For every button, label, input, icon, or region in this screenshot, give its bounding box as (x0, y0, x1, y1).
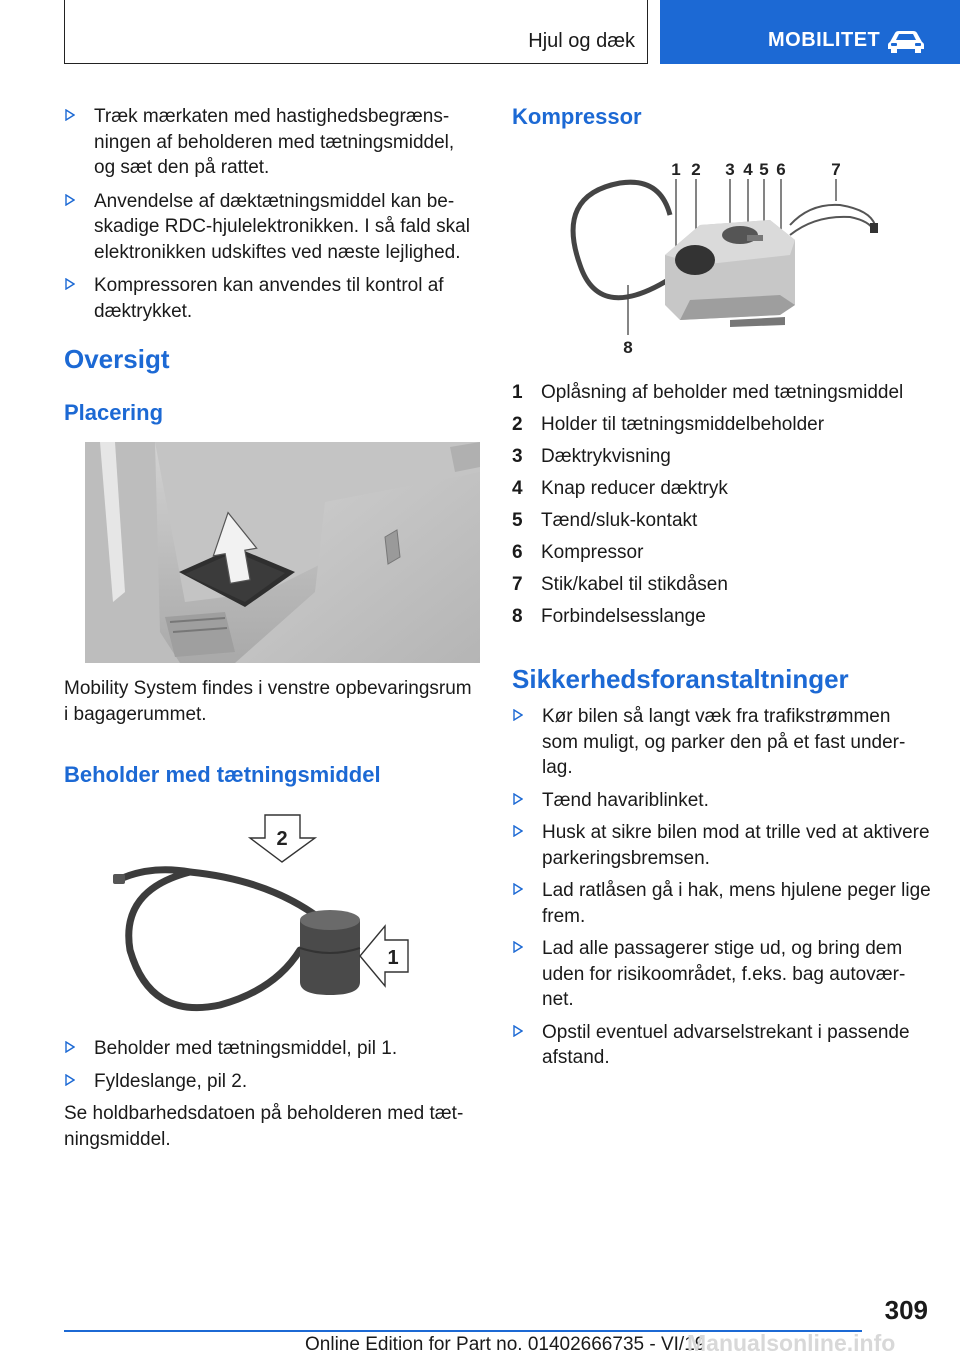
closing-text (64, 1101, 480, 1152)
legend-text: Dæktrykvisning (541, 446, 671, 467)
bullet-line: ningen af beholderen med tætningsmiddel, (94, 131, 455, 153)
list-item (64, 189, 480, 266)
text-line: Se holdbarhedsdatoen på beholderen med tæt- (64, 1103, 464, 1124)
figure-number: 8 (623, 338, 633, 357)
triangle-bullet-icon (65, 194, 75, 206)
legend-item (512, 508, 932, 540)
figure-number: 4 (743, 160, 753, 179)
chapter-tab-label: MOBILITET (768, 29, 881, 51)
header-section-box (64, 0, 648, 64)
legend-text: Knap reducer dæktryk (541, 478, 728, 499)
list-item (512, 704, 932, 781)
header-section-title: Hjul og dæk (528, 30, 635, 52)
bullet-line: Opstil eventuel advarselstrekant i passende (542, 1021, 910, 1043)
bullet-line: Lad alle passagerer stige ud, og bring dem (542, 938, 903, 959)
text-line: i bagagerummet. (64, 703, 207, 725)
triangle-bullet-icon (65, 109, 75, 121)
text-line: Mobility System findes i venstre opbevaringsrum (64, 678, 472, 699)
list-item (64, 1069, 480, 1095)
legend-item (512, 572, 932, 604)
heading-beholder: Beholder med tætningsmiddel (64, 762, 381, 787)
list-item (512, 878, 932, 929)
triangle-bullet-icon (65, 1041, 75, 1053)
legend-text: Kompressor (541, 542, 644, 563)
bullet-line: Anvendelse af dæktætningsmiddel kan be- (94, 190, 455, 212)
triangle-bullet-icon (513, 941, 523, 953)
figure-number: 1 (671, 160, 681, 179)
figure-number: 5 (759, 160, 769, 179)
bullet-line: skadige RDC-hjulelektronikken. I så fald skal (94, 216, 470, 237)
list-item (64, 104, 480, 181)
legend-text: Holder til tætningsmiddelbeholder (541, 414, 825, 435)
figure-label-2: 2 (276, 828, 288, 850)
heading-placering: Placering (64, 400, 164, 425)
legend-number: 5 (512, 510, 523, 531)
bullet-line: parkeringsbremsen. (542, 847, 710, 869)
heading-sikkerhed: Sikkerhedsforanstaltninger (512, 664, 849, 694)
legend-number: 6 (512, 542, 523, 563)
heading-oversigt: Oversigt (64, 344, 170, 374)
legend-number: 7 (512, 574, 523, 595)
list-item (64, 273, 480, 324)
chapter-tab[interactable] (660, 0, 960, 64)
legend-text: Oplåsning af beholder med tætningsmiddel (541, 382, 904, 403)
bullet-line: Kompressoren kan anvendes til kontrol af (94, 275, 444, 296)
figure-number: 7 (831, 160, 841, 179)
legend-number: 3 (512, 446, 523, 467)
triangle-bullet-icon (513, 1025, 523, 1037)
bullet-line: Fyldeslange, pil 2. (94, 1070, 248, 1092)
legend-text: Stik/kabel til stikdåsen (541, 574, 728, 595)
bullet-line: dæktrykket. (94, 300, 193, 322)
legend-list (512, 380, 932, 636)
triangle-bullet-icon (65, 1074, 75, 1086)
list-item (512, 936, 932, 1013)
legend-item (512, 412, 932, 444)
bullet-line: uden for risikoområdet, f.eks. bag autovær- (542, 963, 906, 985)
right-safety-bullets (512, 704, 932, 1071)
legend-item (512, 380, 932, 412)
list-item (512, 788, 932, 814)
bullet-line: som muligt, og parker den på et fast under- (542, 731, 906, 753)
heading-kompressor: Kompressor (512, 104, 642, 129)
figure-number: 2 (691, 160, 701, 179)
bullet-line: Kør bilen så langt væk fra trafikstrømmen (542, 706, 891, 727)
watermark: Manualsonline.info (687, 1330, 896, 1356)
triangle-bullet-icon (513, 825, 523, 837)
bullet-line: afstand. (542, 1047, 610, 1068)
bullet-line: Træk mærkaten med hastighedsbegræns- (94, 106, 450, 127)
footer-edition: Online Edition for Part no. 01402666735 - VI/19 (305, 1334, 706, 1355)
bullet-line: Lad ratlåsen gå i hak, mens hjulene peger lige (542, 880, 931, 901)
compressor-figure (540, 155, 880, 360)
trunk-location-photo (85, 442, 480, 663)
legend-item (512, 540, 932, 572)
sealant-container-figure (110, 810, 420, 1020)
legend-item (512, 476, 932, 508)
bullet-line: elektronikken udskiftes ved næste lejlighed. (94, 241, 461, 263)
text-line: ningsmiddel. (64, 1128, 171, 1150)
placering-text (64, 676, 480, 727)
legend-text: Forbindelsesslange (541, 606, 706, 627)
figure-number: 3 (725, 160, 735, 179)
triangle-bullet-icon (513, 793, 523, 805)
triangle-bullet-icon (65, 278, 75, 290)
bullet-line: Beholder med tætningsmiddel, pil 1. (94, 1038, 398, 1059)
left-top-bullets (64, 104, 480, 324)
list-item (512, 820, 932, 871)
legend-number: 4 (512, 478, 523, 499)
bullet-line: og sæt den på rattet. (94, 157, 270, 178)
figure-number: 6 (776, 160, 786, 179)
figure-label-1: 1 (387, 947, 399, 969)
bullet-line: lag. (542, 757, 573, 778)
car-icon (886, 28, 926, 54)
list-item (512, 1020, 932, 1071)
page-number: 309 (884, 1295, 928, 1325)
legend-number: 8 (512, 606, 523, 627)
bullet-line: Tænd havariblinket. (542, 789, 709, 811)
legend-text: Tænd/sluk-kontakt (541, 510, 698, 531)
legend-item (512, 444, 932, 476)
legend-number: 1 (512, 382, 523, 403)
list-item (64, 1036, 480, 1062)
triangle-bullet-icon (513, 709, 523, 721)
bullet-line: net. (542, 989, 574, 1010)
left-bottom-bullets (64, 1036, 480, 1152)
bullet-line: Husk at sikre bilen mod at trille ved at aktivere (542, 822, 930, 843)
triangle-bullet-icon (513, 883, 523, 895)
bullet-line: frem. (542, 905, 586, 927)
legend-item (512, 604, 932, 636)
legend-number: 2 (512, 414, 523, 435)
